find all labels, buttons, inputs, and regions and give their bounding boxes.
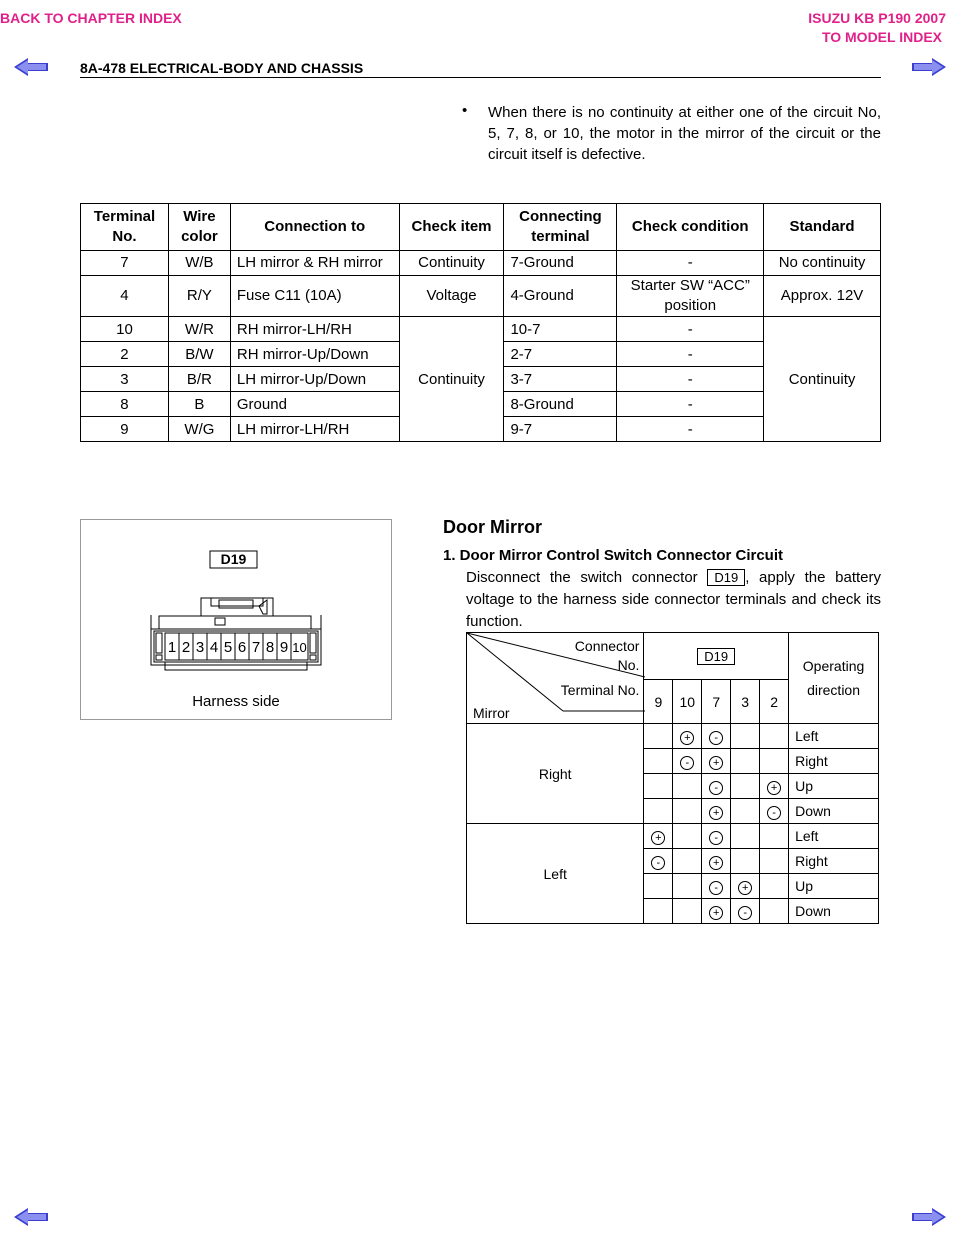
step-description [466, 567, 881, 633]
cell-terminal: 2 [81, 342, 169, 367]
description-before: Disconnect the switch connector [466, 569, 698, 586]
header-standard: Standard [764, 204, 881, 251]
cell-connecting: 3-7 [504, 367, 617, 392]
cell-wire: W/B [168, 251, 230, 276]
terminal-cell [760, 874, 789, 899]
bullet-dot-icon: • [462, 102, 468, 119]
switch-operation-table [466, 632, 879, 924]
terminal-cell [702, 899, 731, 924]
header-connection-to: Connection to [230, 204, 399, 251]
minus-circle-icon: - [709, 781, 723, 795]
cell-connection: RH mirror-Up/Down [230, 342, 399, 367]
previous-page-arrow-icon[interactable] [14, 1208, 48, 1226]
cell-terminal: 7 [81, 251, 169, 276]
operating-direction-cell: Down [789, 899, 879, 924]
terminal-header: 3 [731, 680, 760, 724]
pin-label: 5 [223, 639, 233, 656]
plus-circle-icon: + [738, 881, 752, 895]
mirror-side-cell: Right [467, 724, 644, 824]
cell-connecting: 4-Ground [504, 276, 617, 317]
cell-check-item: Voltage [399, 276, 504, 317]
terminal-cell [644, 774, 673, 799]
cell-wire: B/W [168, 342, 230, 367]
operating-direction-cell: Right [789, 749, 879, 774]
minus-circle-icon: - [709, 831, 723, 845]
step-heading: 1. Door Mirror Control Switch Connector Circuit [443, 547, 784, 564]
cell-wire: W/R [168, 317, 230, 342]
terminal-cell [673, 724, 702, 749]
terminal-cell [731, 724, 760, 749]
pin-label: 4 [209, 639, 219, 656]
header-check-condition: Check condition [617, 204, 764, 251]
next-page-arrow-icon[interactable] [912, 1208, 946, 1226]
pin-label: 7 [251, 639, 261, 656]
cell-terminal: 10 [81, 317, 169, 342]
description-after: , apply the battery voltage to the harness side connector terminals and check its function. [466, 569, 881, 630]
terminal-cell [702, 774, 731, 799]
mirror-label: Mirror [473, 705, 510, 721]
cell-standard: No continuity [764, 251, 881, 276]
terminal-cell [702, 799, 731, 824]
cell-connecting: 10-7 [504, 317, 617, 342]
connector-header-cell [644, 633, 789, 680]
terminal-cell [760, 749, 789, 774]
terminal-cell [760, 849, 789, 874]
operation-row [467, 724, 879, 749]
terminal-cell [644, 874, 673, 899]
terminal-cell [702, 724, 731, 749]
operating-direction-cell: Right [789, 849, 879, 874]
terminal-header: 7 [702, 680, 731, 724]
cell-terminal: 3 [81, 367, 169, 392]
figure-caption: Harness side [192, 693, 280, 710]
operating-direction-cell: Up [789, 774, 879, 799]
cell-terminal: 8 [81, 392, 169, 417]
minus-circle-icon: - [738, 906, 752, 920]
diagonal-header-cell [467, 633, 644, 724]
cell-connection: LH mirror & RH mirror [230, 251, 399, 276]
terminal-cell [731, 874, 760, 899]
terminal-cell [760, 774, 789, 799]
connector-no-label: Connector No. [574, 638, 640, 673]
mirror-side-cell: Left [467, 824, 644, 924]
cell-terminal: 4 [81, 276, 169, 317]
previous-page-arrow-icon[interactable] [14, 58, 48, 76]
cell-connection: LH mirror-Up/Down [230, 367, 399, 392]
terminal-cell [760, 799, 789, 824]
back-to-chapter-index-link[interactable]: BACK TO CHAPTER INDEX [0, 10, 182, 26]
cell-connecting: 9-7 [504, 417, 617, 442]
cell-connection: Ground [230, 392, 399, 417]
cell-wire: W/G [168, 417, 230, 442]
bullet-text: When there is no continuity at either one of the circuit No, 5, 7, 8, or 10, the motor in the mirror of the circuit or the circuit itself is defective. [488, 104, 881, 163]
cell-check-item-group: Continuity [399, 317, 504, 442]
operating-direction-cell: Left [789, 824, 879, 849]
terminal-header: 9 [644, 680, 673, 724]
terminal-cell [760, 724, 789, 749]
cell-wire: B [168, 392, 230, 417]
table-row [81, 251, 881, 276]
pin-label: 3 [195, 639, 205, 656]
pin-label: 10 [292, 640, 307, 655]
to-model-index-link[interactable]: TO MODEL INDEX [821, 29, 942, 45]
cell-condition: - [617, 317, 764, 342]
terminal-cell [731, 849, 760, 874]
cell-condition: - [617, 417, 764, 442]
plus-circle-icon: + [709, 856, 723, 870]
header-rule [80, 77, 881, 78]
terminal-cell [702, 749, 731, 774]
pin-label: 8 [265, 639, 275, 656]
terminal-cell [673, 899, 702, 924]
terminal-cell [673, 774, 702, 799]
plus-circle-icon: + [709, 906, 723, 920]
minus-circle-icon: - [709, 881, 723, 895]
terminal-cell [644, 724, 673, 749]
plus-circle-icon: + [680, 731, 694, 745]
terminal-header: 2 [760, 680, 789, 724]
terminal-cell [673, 824, 702, 849]
cell-wire: B/R [168, 367, 230, 392]
page-header-title: 8A-478 ELECTRICAL-BODY AND CHASSIS [80, 60, 364, 76]
terminal-no-label: Terminal No. [560, 682, 640, 698]
cell-wire: R/Y [168, 276, 230, 317]
operating-direction-cell: Up [789, 874, 879, 899]
plus-circle-icon: + [709, 806, 723, 820]
operating-direction-cell: Down [789, 799, 879, 824]
bullet-note [462, 102, 881, 165]
terminal-check-table [80, 203, 881, 442]
cell-terminal: 9 [81, 417, 169, 442]
cell-connection: Fuse C11 (10A) [230, 276, 399, 317]
cell-condition: - [617, 392, 764, 417]
connector-tag: D19 [707, 569, 745, 586]
cell-standard: Approx. 12V [764, 276, 881, 317]
terminal-cell [673, 849, 702, 874]
connector-label: D19 [220, 551, 247, 567]
table-row [81, 317, 881, 342]
terminal-cell [673, 749, 702, 774]
terminal-cell [731, 899, 760, 924]
operation-row [467, 824, 879, 849]
connector-drawing [81, 520, 391, 719]
cell-condition: - [617, 342, 764, 367]
table-row [81, 276, 881, 317]
terminal-cell [644, 899, 673, 924]
cell-connection: LH mirror-LH/RH [230, 417, 399, 442]
next-page-arrow-icon[interactable] [912, 58, 946, 76]
terminal-cell [644, 749, 673, 774]
table-header-row [81, 204, 881, 251]
pin-label: 2 [181, 639, 191, 656]
terminal-cell [702, 849, 731, 874]
connector-tag: D19 [697, 648, 735, 665]
cell-condition: - [617, 367, 764, 392]
terminal-cell [702, 874, 731, 899]
pin-label: 9 [279, 639, 289, 656]
operating-direction-header: Operating direction [789, 633, 879, 724]
terminal-cell [731, 799, 760, 824]
terminal-cell [644, 849, 673, 874]
model-title-link[interactable]: ISUZU KB P190 2007 [808, 10, 946, 26]
header-wire-color: Wire color [168, 204, 230, 251]
plus-circle-icon: + [767, 781, 781, 795]
cell-connecting: 8-Ground [504, 392, 617, 417]
cell-check-item: Continuity [399, 251, 504, 276]
cell-connection: RH mirror-LH/RH [230, 317, 399, 342]
terminal-cell [731, 749, 760, 774]
terminal-cell [731, 824, 760, 849]
terminal-header: 10 [673, 680, 702, 724]
operating-direction-cell: Left [789, 724, 879, 749]
terminal-cell [702, 824, 731, 849]
minus-circle-icon: - [767, 806, 781, 820]
cell-condition: Starter SW “ACC” position [617, 276, 764, 317]
header-check-item: Check item [399, 204, 504, 251]
terminal-cell [760, 899, 789, 924]
terminal-cell [760, 824, 789, 849]
cell-connecting: 7-Ground [504, 251, 617, 276]
cell-condition: - [617, 251, 764, 276]
cell-standard-group: Continuity [764, 317, 881, 442]
header-terminal-no: Terminal No. [81, 204, 169, 251]
terminal-cell [673, 874, 702, 899]
terminal-cell [644, 799, 673, 824]
plus-circle-icon: + [651, 831, 665, 845]
minus-circle-icon: - [651, 856, 665, 870]
plus-circle-icon: + [709, 756, 723, 770]
pin-label: 1 [167, 639, 177, 656]
pin-label: 6 [237, 639, 247, 656]
header-connecting-terminal: Connecting terminal [504, 204, 617, 251]
terminal-cell [731, 774, 760, 799]
minus-circle-icon: - [680, 756, 694, 770]
cell-connecting: 2-7 [504, 342, 617, 367]
terminal-cell [644, 824, 673, 849]
section-title: Door Mirror [443, 517, 542, 537]
terminal-cell [673, 799, 702, 824]
minus-circle-icon: - [709, 731, 723, 745]
connector-figure [80, 519, 392, 720]
